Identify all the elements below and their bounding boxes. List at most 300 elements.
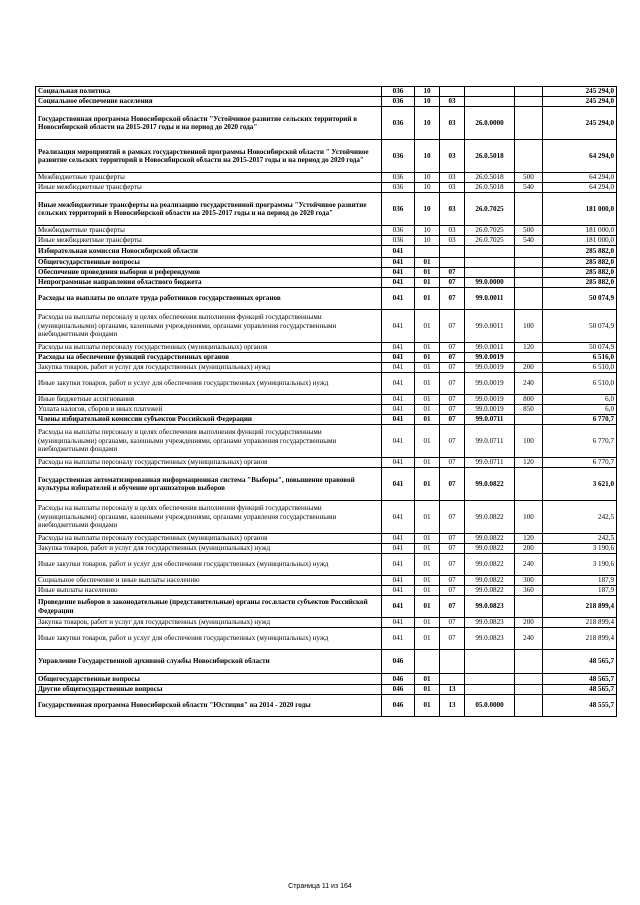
section-code: 01	[415, 501, 440, 534]
table-row	[36, 107, 617, 140]
amount: 285 882,0	[543, 268, 617, 278]
expense-type-code: 100	[515, 310, 543, 343]
expense-type-code	[515, 140, 543, 173]
section-code: 01	[415, 405, 440, 415]
subsection-code: 03	[440, 107, 465, 140]
department-code: 036	[382, 236, 415, 246]
expense-type-code	[515, 97, 543, 107]
section-code: 01	[415, 618, 440, 628]
section-code: 01	[415, 544, 440, 554]
expense-type-code: 200	[515, 363, 543, 373]
section-code: 01	[415, 268, 440, 278]
budget-item-name: Государственная программа Новосибирской области "Юстиция" на 2014 - 2020 годы	[36, 695, 382, 717]
section-code: 01	[415, 554, 440, 576]
department-code: 046	[382, 674, 415, 685]
subsection-code: 13	[440, 685, 465, 695]
budget-item-name: Расходы на обеспечение функций государственных органов	[36, 353, 382, 363]
expense-type-code	[515, 87, 543, 97]
subsection-code: 03	[440, 173, 465, 183]
department-code: 041	[382, 468, 415, 501]
section-code: 01	[415, 395, 440, 405]
target-item-code	[465, 685, 515, 695]
amount: 6,0	[543, 395, 617, 405]
target-item-code: 99.0.0019	[465, 405, 515, 415]
expense-type-code: 100	[515, 425, 543, 458]
amount: 50 074,9	[543, 343, 617, 353]
section-code: 10	[415, 173, 440, 183]
amount: 218 899,4	[543, 596, 617, 618]
subsection-code: 03	[440, 226, 465, 236]
table-row	[36, 415, 617, 425]
amount: 3 190,6	[543, 544, 617, 554]
section-code: 01	[415, 674, 440, 685]
expense-type-code: 800	[515, 395, 543, 405]
budget-item-name: Расходы на выплаты персоналу государственных (муниципальных) органов	[36, 458, 382, 468]
budget-item-name: Межбюджетные трансферты	[36, 173, 382, 183]
table-row	[36, 173, 617, 183]
subsection-code: 03	[440, 140, 465, 173]
target-item-code: 26.0.7025	[465, 226, 515, 236]
subsection-code: 07	[440, 425, 465, 458]
department-code: 036	[382, 107, 415, 140]
table-row	[36, 586, 617, 596]
department-code: 041	[382, 554, 415, 576]
budget-item-name: Другие общегосударственные вопросы	[36, 685, 382, 695]
target-item-code: 26.0.7025	[465, 236, 515, 246]
amount: 181 000,0	[543, 236, 617, 246]
department-code: 041	[382, 544, 415, 554]
target-item-code: 99.0.0822	[465, 576, 515, 586]
page-footer: Страница 11 из 164	[288, 883, 352, 890]
target-item-code	[465, 246, 515, 258]
budget-item-name: Расходы на выплаты персоналу государственных (муниципальных) органов	[36, 343, 382, 353]
section-code: 10	[415, 87, 440, 97]
amount: 6,0	[543, 405, 617, 415]
subsection-code: 07	[440, 534, 465, 544]
section-code: 01	[415, 628, 440, 650]
amount: 6 510,0	[543, 363, 617, 373]
subsection-code: 07	[440, 395, 465, 405]
target-item-code: 26.0.5018	[465, 140, 515, 173]
expense-type-code: 300	[515, 576, 543, 586]
budget-item-name: Иные межбюджетные трансферты на реализацию государственной программы "Устойчивое развитие сельских территорий в Новосибирской области на 2015-2017 годы и на период до 2020 года"	[36, 193, 382, 226]
target-item-code	[465, 268, 515, 278]
subsection-code	[440, 258, 465, 268]
subsection-code: 07	[440, 576, 465, 586]
amount: 285 882,0	[543, 278, 617, 288]
department-code: 041	[382, 628, 415, 650]
amount: 6 770,7	[543, 425, 617, 458]
budget-item-name: Иные закупки товаров, работ и услуг для обеспечения государственных (муниципальных) нужд	[36, 554, 382, 576]
target-item-code	[465, 258, 515, 268]
expense-type-code: 240	[515, 628, 543, 650]
target-item-code: 99.0.0823	[465, 628, 515, 650]
amount: 64 294,0	[543, 183, 617, 193]
expense-type-code: 360	[515, 586, 543, 596]
target-item-code: 99.0.0011	[465, 310, 515, 343]
section-code: 01	[415, 363, 440, 373]
section-code: 10	[415, 140, 440, 173]
expense-type-code	[515, 695, 543, 717]
department-code: 036	[382, 226, 415, 236]
subsection-code: 07	[440, 363, 465, 373]
subsection-code: 07	[440, 353, 465, 363]
table-row	[36, 395, 617, 405]
amount: 181 000,0	[543, 226, 617, 236]
target-item-code	[465, 87, 515, 97]
table-row	[36, 183, 617, 193]
department-code: 041	[382, 425, 415, 458]
section-code: 10	[415, 193, 440, 226]
section-code: 10	[415, 226, 440, 236]
department-code: 041	[382, 343, 415, 353]
section-code: 01	[415, 586, 440, 596]
department-code: 041	[382, 310, 415, 343]
budget-item-name: Расходы на выплаты персоналу государственных (муниципальных) органов	[36, 534, 382, 544]
target-item-code: 99.0.0822	[465, 534, 515, 544]
target-item-code: 99.0.0822	[465, 468, 515, 501]
target-item-code: 99.0.0822	[465, 544, 515, 554]
section-code: 01	[415, 576, 440, 586]
amount: 48 555,7	[543, 695, 617, 717]
section-code: 10	[415, 183, 440, 193]
budget-item-name: Иные межбюджетные трансферты	[36, 183, 382, 193]
expense-type-code	[515, 193, 543, 226]
department-code: 041	[382, 586, 415, 596]
budget-item-name: Закупка товаров, работ и услуг для государственных (муниципальных) нужд	[36, 618, 382, 628]
section-code: 01	[415, 425, 440, 458]
budget-item-name: Обеспечение проведения выборов и референдумов	[36, 268, 382, 278]
table-row	[36, 405, 617, 415]
expense-type-code: 500	[515, 173, 543, 183]
department-code: 041	[382, 618, 415, 628]
department-code: 046	[382, 650, 415, 674]
subsection-code: 03	[440, 236, 465, 246]
table-row	[36, 288, 617, 310]
department-code: 041	[382, 501, 415, 534]
target-item-code: 05.0.0000	[465, 695, 515, 717]
budget-item-name: Иные межбюджетные трансферты	[36, 236, 382, 246]
department-code: 041	[382, 363, 415, 373]
department-code: 036	[382, 173, 415, 183]
table-row	[36, 618, 617, 628]
table-row	[36, 278, 617, 288]
section-code: 01	[415, 288, 440, 310]
section-code: 01	[415, 415, 440, 425]
budget-item-name: Государственная программа Новосибирской области "Устойчивое развитие сельских территорий в Новосибирской области на 2015-2017 годы и на период до 2020 года"	[36, 107, 382, 140]
subsection-code: 07	[440, 278, 465, 288]
target-item-code: 99.0.0711	[465, 458, 515, 468]
table-row	[36, 363, 617, 373]
table-row	[36, 554, 617, 576]
expense-type-code: 540	[515, 183, 543, 193]
target-item-code	[465, 674, 515, 685]
department-code: 036	[382, 140, 415, 173]
budget-item-name: Общегосударственные вопросы	[36, 674, 382, 685]
target-item-code: 99.0.0000	[465, 278, 515, 288]
target-item-code: 99.0.0822	[465, 554, 515, 576]
expense-type-code: 200	[515, 618, 543, 628]
expense-type-code: 120	[515, 458, 543, 468]
subsection-code: 07	[440, 310, 465, 343]
target-item-code	[465, 97, 515, 107]
table-row	[36, 596, 617, 618]
amount: 48 565,7	[543, 650, 617, 674]
target-item-code: 99.0.0011	[465, 288, 515, 310]
table-row	[36, 353, 617, 363]
department-code: 046	[382, 685, 415, 695]
subsection-code: 07	[440, 268, 465, 278]
target-item-code: 99.0.0711	[465, 425, 515, 458]
target-item-code: 99.0.0823	[465, 618, 515, 628]
department-code: 036	[382, 193, 415, 226]
budget-item-name: Социальное обеспечение и иные выплаты населению	[36, 576, 382, 586]
expense-type-code	[515, 596, 543, 618]
amount: 242,5	[543, 534, 617, 544]
section-code	[415, 650, 440, 674]
expense-type-code	[515, 353, 543, 363]
table-row	[36, 425, 617, 458]
subsection-code: 03	[440, 97, 465, 107]
department-code: 041	[382, 353, 415, 363]
budget-item-name: Расходы на выплаты персоналу в целях обеспечения выполнения функций государственными (муниципальными) органами, казенными учреждениями, органами управления государственными внебюджетными фондами	[36, 425, 382, 458]
expense-type-code: 850	[515, 405, 543, 415]
table-row	[36, 674, 617, 685]
section-code: 01	[415, 596, 440, 618]
table-row	[36, 226, 617, 236]
budget-item-name: Иные бюджетные ассигнования	[36, 395, 382, 405]
table-row	[36, 97, 617, 107]
target-item-code: 99.0.0019	[465, 395, 515, 405]
expense-type-code: 240	[515, 554, 543, 576]
amount: 6 770,7	[543, 415, 617, 425]
subsection-code	[440, 650, 465, 674]
amount: 242,5	[543, 501, 617, 534]
table-row	[36, 501, 617, 534]
expense-type-code	[515, 246, 543, 258]
subsection-code: 07	[440, 618, 465, 628]
expense-type-code	[515, 415, 543, 425]
subsection-code: 07	[440, 596, 465, 618]
section-code: 01	[415, 685, 440, 695]
expense-type-code	[515, 468, 543, 501]
expense-type-code: 200	[515, 544, 543, 554]
budget-table	[35, 86, 617, 717]
expense-type-code: 500	[515, 226, 543, 236]
subsection-code: 07	[440, 554, 465, 576]
target-item-code	[465, 650, 515, 674]
table-row	[36, 246, 617, 258]
budget-item-name: Закупка товаров, работ и услуг для государственных (муниципальных) нужд	[36, 544, 382, 554]
table-row	[36, 193, 617, 226]
budget-item-name: Расходы на выплаты персоналу в целях обеспечения выполнения функций государственными (муниципальными) органами, казенными учреждениями, органами управления государственными внебюджетными фондами	[36, 501, 382, 534]
target-item-code: 99.0.0019	[465, 373, 515, 395]
table-row	[36, 650, 617, 674]
department-code: 036	[382, 87, 415, 97]
amount: 64 294,0	[543, 140, 617, 173]
budget-item-name: Иные выплаты населению	[36, 586, 382, 596]
budget-item-name: Социальная политика	[36, 87, 382, 97]
department-code: 046	[382, 695, 415, 717]
department-code: 041	[382, 258, 415, 268]
department-code: 036	[382, 97, 415, 107]
expense-type-code: 240	[515, 373, 543, 395]
section-code: 10	[415, 107, 440, 140]
expense-type-code	[515, 258, 543, 268]
section-code: 01	[415, 458, 440, 468]
table-row	[36, 534, 617, 544]
subsection-code: 07	[440, 586, 465, 596]
table-row	[36, 695, 617, 717]
amount: 3 190,6	[543, 554, 617, 576]
subsection-code: 07	[440, 373, 465, 395]
budget-item-name: Государственная автоматизированная информационная система "Выборы", повышение правовой культуры избирателей и обучение организаторов выборов	[36, 468, 382, 501]
table-row	[36, 628, 617, 650]
subsection-code	[440, 674, 465, 685]
budget-item-name: Уплата налогов, сборов и иных платежей	[36, 405, 382, 415]
amount: 285 882,0	[543, 246, 617, 258]
budget-item-name: Проведение выборов в законодательные (представительные) органы гос.власти субъектов Российской Федерации	[36, 596, 382, 618]
expense-type-code: 540	[515, 236, 543, 246]
expense-type-code	[515, 288, 543, 310]
budget-item-name: Иные закупки товаров, работ и услуг для обеспечения государственных (муниципальных) нужд	[36, 373, 382, 395]
table-row	[36, 310, 617, 343]
target-item-code: 26.0.7025	[465, 193, 515, 226]
department-code: 041	[382, 268, 415, 278]
subsection-code: 07	[440, 405, 465, 415]
budget-item-name: Расходы на выплаты персоналу в целях обеспечения выполнения функций государственными (муниципальными) органами, казенными учреждениями, органами управления государственными внебюджетными фондами	[36, 310, 382, 343]
expense-type-code	[515, 107, 543, 140]
amount: 218 899,4	[543, 618, 617, 628]
table-row	[36, 544, 617, 554]
department-code: 041	[382, 373, 415, 395]
subsection-code: 07	[440, 343, 465, 353]
table-row	[36, 373, 617, 395]
subsection-code: 03	[440, 193, 465, 226]
subsection-code: 07	[440, 468, 465, 501]
amount: 181 000,0	[543, 193, 617, 226]
amount: 245 294,0	[543, 107, 617, 140]
table-row	[36, 140, 617, 173]
target-item-code: 99.0.0823	[465, 596, 515, 618]
expense-type-code: 120	[515, 343, 543, 353]
table-row	[36, 258, 617, 268]
table-row	[36, 87, 617, 97]
department-code: 041	[382, 596, 415, 618]
table-row	[36, 268, 617, 278]
subsection-code: 03	[440, 183, 465, 193]
expense-type-code	[515, 268, 543, 278]
department-code: 041	[382, 576, 415, 586]
expense-type-code	[515, 278, 543, 288]
target-item-code: 26.0.5018	[465, 173, 515, 183]
budget-item-name: Межбюджетные трансферты	[36, 226, 382, 236]
subsection-code: 07	[440, 544, 465, 554]
section-code: 01	[415, 258, 440, 268]
budget-item-name: Социальное обеспечение населения	[36, 97, 382, 107]
expense-type-code	[515, 674, 543, 685]
amount: 48 565,7	[543, 674, 617, 685]
section-code	[415, 246, 440, 258]
amount: 245 294,0	[543, 87, 617, 97]
department-code: 041	[382, 288, 415, 310]
target-item-code: 99.0.0822	[465, 586, 515, 596]
section-code: 01	[415, 310, 440, 343]
section-code: 01	[415, 343, 440, 353]
amount: 6 516,0	[543, 353, 617, 363]
subsection-code: 07	[440, 628, 465, 650]
section-code: 01	[415, 695, 440, 717]
department-code: 041	[382, 405, 415, 415]
section-code: 01	[415, 534, 440, 544]
table-row	[36, 576, 617, 586]
budget-item-name: Реализация мероприятий в рамках государственной программы Новосибирской области " Устойчивое развитие сельских территорий в Новосибирской области на 2015-2017 годы и на период до 2020 года"	[36, 140, 382, 173]
section-code: 01	[415, 373, 440, 395]
amount: 187,9	[543, 586, 617, 596]
amount: 245 294,0	[543, 97, 617, 107]
budget-item-name: Закупка товаров, работ и услуг для государственных (муниципальных) нужд	[36, 363, 382, 373]
target-item-code: 99.0.0711	[465, 415, 515, 425]
department-code: 041	[382, 395, 415, 405]
section-code: 10	[415, 236, 440, 246]
expense-type-code	[515, 650, 543, 674]
subsection-code: 13	[440, 695, 465, 717]
target-item-code: 99.0.0011	[465, 343, 515, 353]
amount: 50 074,9	[543, 310, 617, 343]
table-row	[36, 458, 617, 468]
department-code: 041	[382, 246, 415, 258]
department-code: 041	[382, 534, 415, 544]
section-code: 10	[415, 97, 440, 107]
subsection-code: 07	[440, 501, 465, 534]
expense-type-code: 120	[515, 534, 543, 544]
target-item-code: 99.0.0822	[465, 501, 515, 534]
subsection-code: 07	[440, 458, 465, 468]
expense-type-code	[515, 685, 543, 695]
section-code: 01	[415, 278, 440, 288]
budget-item-name: Управление Государственной архивной службы Новосибирской области	[36, 650, 382, 674]
subsection-code	[440, 246, 465, 258]
amount: 285 882,0	[543, 258, 617, 268]
budget-item-name: Избирательная комиссия Новосибирской области	[36, 246, 382, 258]
budget-item-name: Расходы на выплаты по оплате труда работников государственных органов	[36, 288, 382, 310]
target-item-code: 99.0.0019	[465, 363, 515, 373]
table-row	[36, 236, 617, 246]
budget-item-name: Общегосударственные вопросы	[36, 258, 382, 268]
amount: 3 621,0	[543, 468, 617, 501]
department-code: 041	[382, 415, 415, 425]
table-row	[36, 468, 617, 501]
amount: 6 510,0	[543, 373, 617, 395]
amount: 218 899,4	[543, 628, 617, 650]
amount: 64 294,0	[543, 173, 617, 183]
amount: 50 074,9	[543, 288, 617, 310]
subsection-code: 07	[440, 288, 465, 310]
section-code: 01	[415, 468, 440, 501]
department-code: 041	[382, 278, 415, 288]
target-item-code: 99.0.0019	[465, 353, 515, 363]
amount: 6 770,7	[543, 458, 617, 468]
budget-item-name: Члены избирательной комиссии субъектов Российской Федерации	[36, 415, 382, 425]
table-row	[36, 685, 617, 695]
expense-type-code: 100	[515, 501, 543, 534]
budget-item-name: Непрограммные направления областного бюджета	[36, 278, 382, 288]
target-item-code: 26.0.5018	[465, 183, 515, 193]
section-code: 01	[415, 353, 440, 363]
budget-item-name: Иные закупки товаров, работ и услуг для обеспечения государственных (муниципальных) нужд	[36, 628, 382, 650]
department-code: 041	[382, 458, 415, 468]
subsection-code: 07	[440, 415, 465, 425]
